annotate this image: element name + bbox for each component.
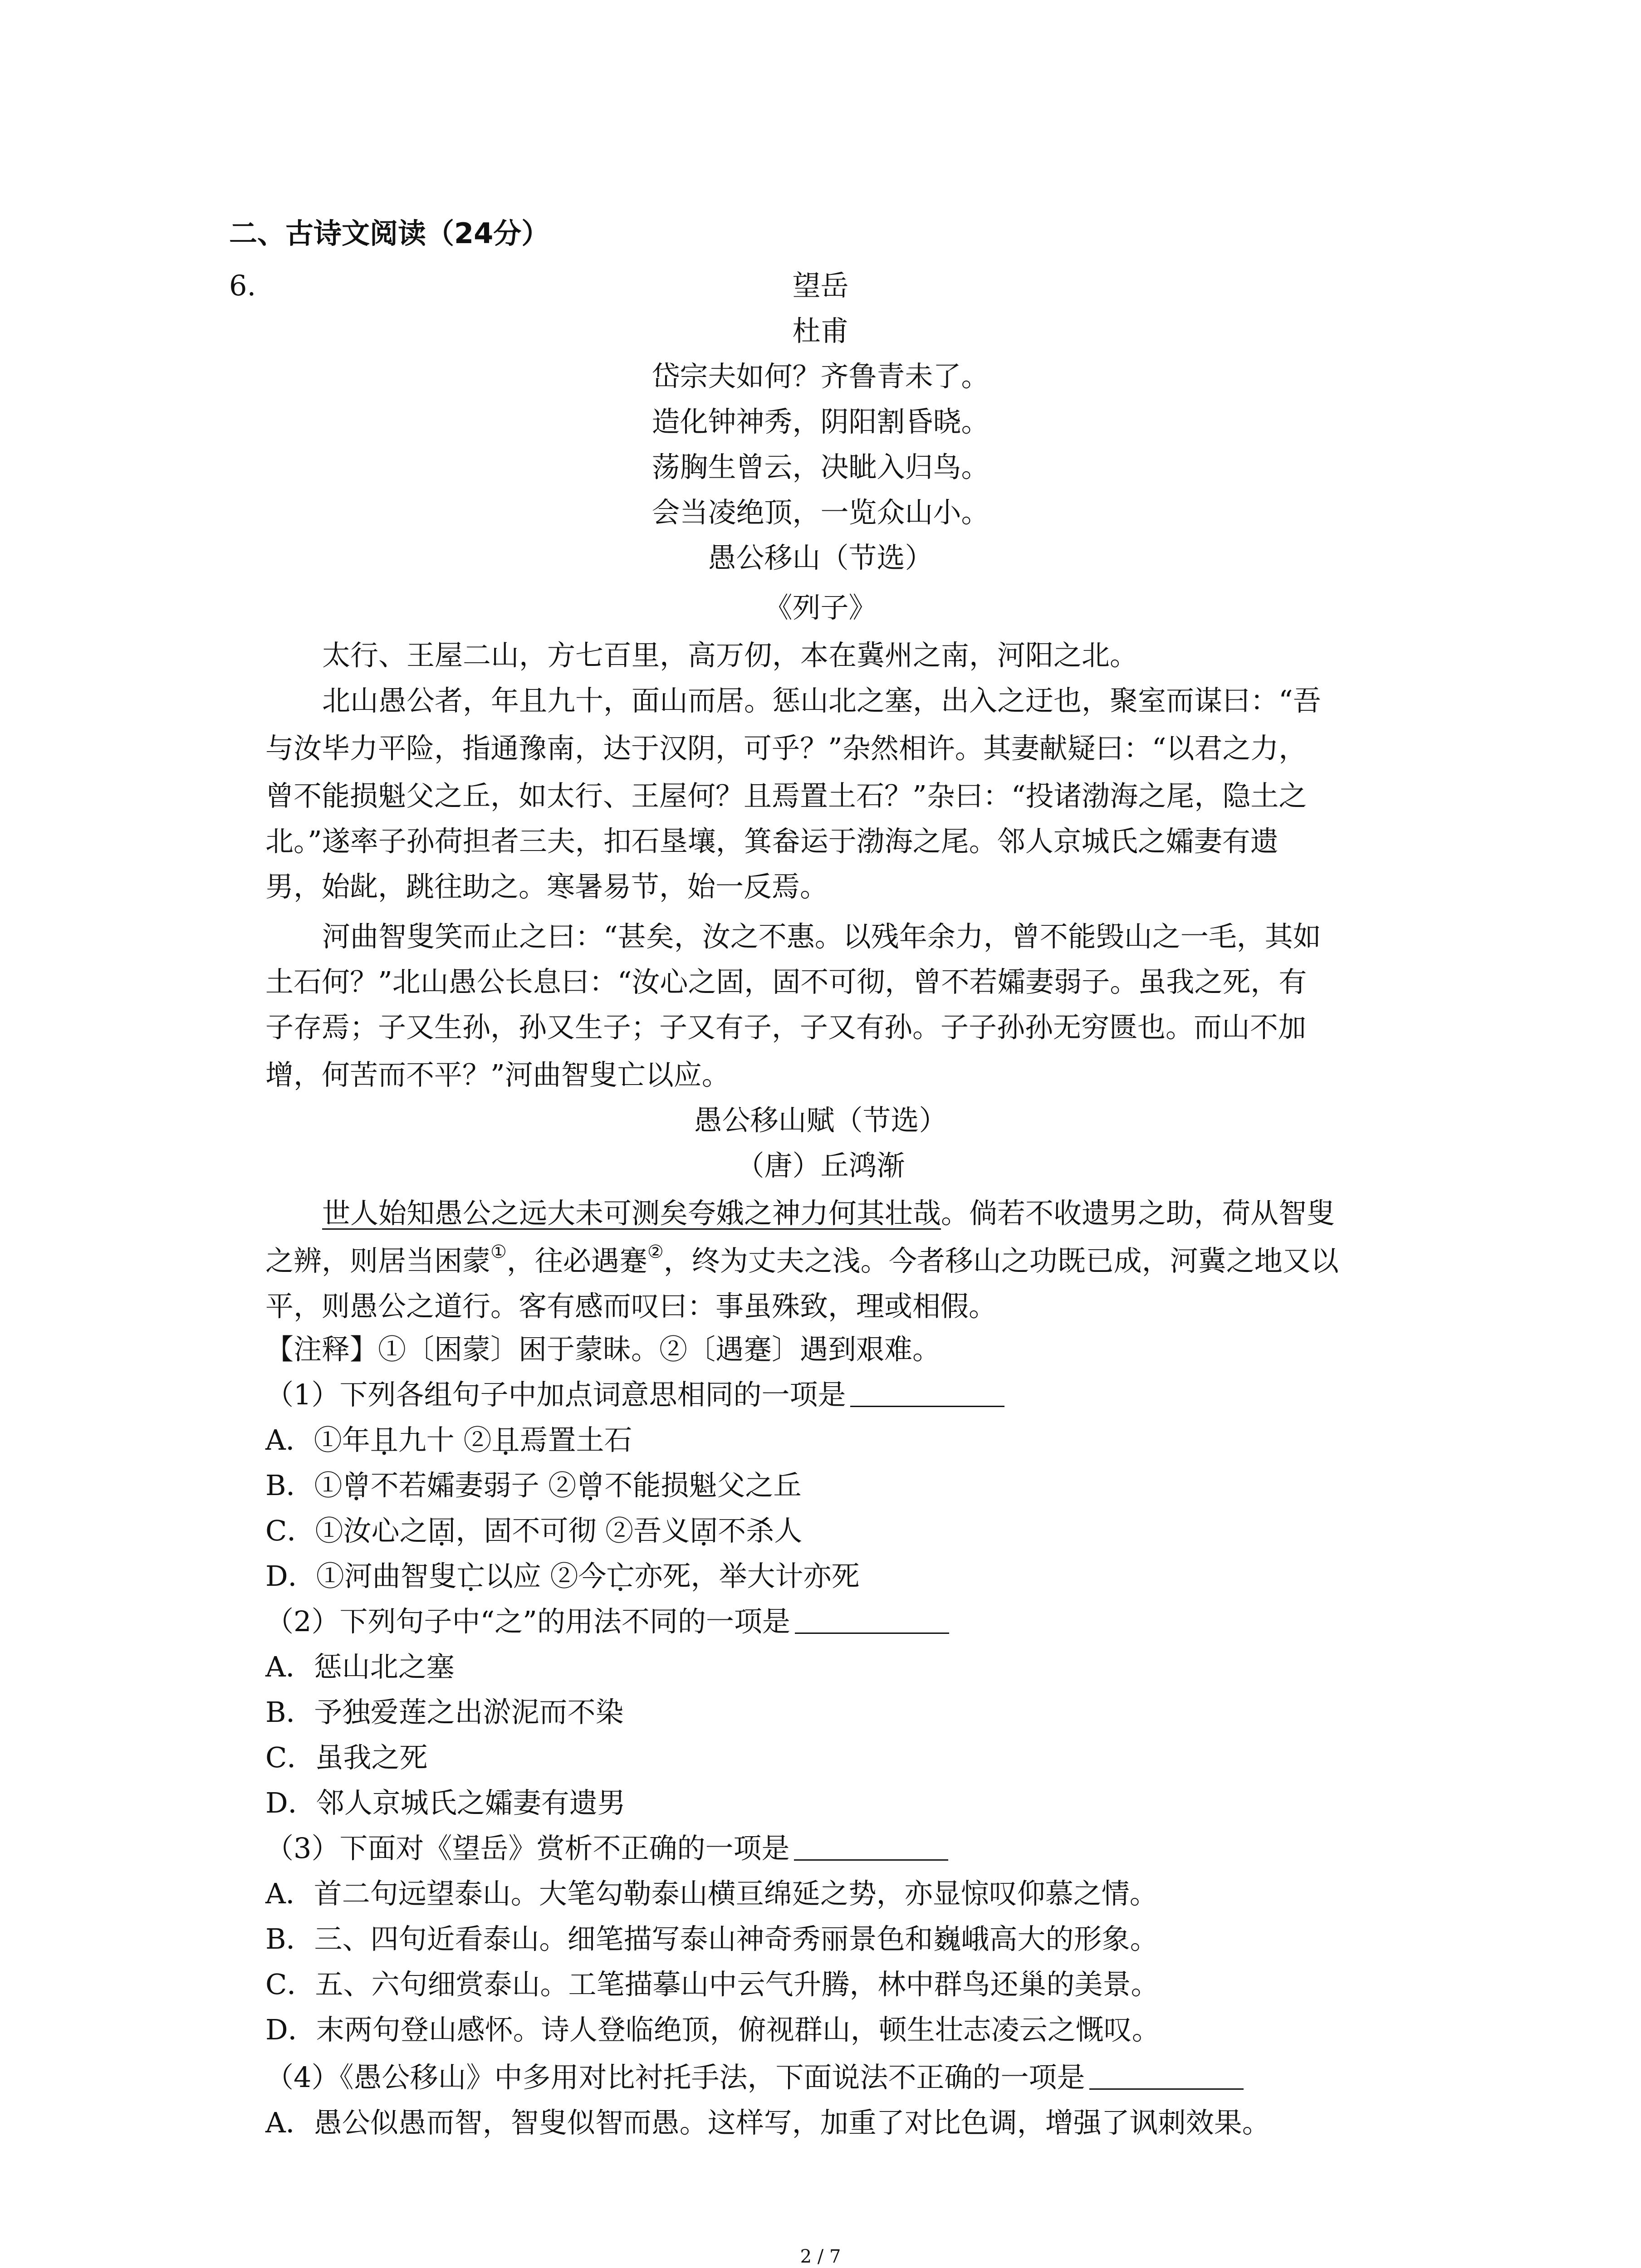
poem-line: 荡胸生曾云，决眦入归鸟。 (652, 450, 989, 484)
question-stem: （3）下面对《望岳》赏析不正确的一项是 (265, 1830, 948, 1867)
footnote-mark: ① (490, 1242, 507, 1262)
question-stem: （1）下列各组句子中加点词意思相同的一项是 (265, 1377, 1004, 1413)
section-title: 二、古诗文阅读（24分） (229, 217, 550, 250)
text3-title: 愚公移山赋（节选） (694, 1104, 947, 1137)
paragraph-line: 土石何？”北山愚公长息曰：“汝心之固，固不可彻，曾不若孀妻弱子。虽我之死，有 (265, 965, 1307, 998)
poem-author: 杜甫 (792, 314, 849, 347)
annotation-note: 【注释】①〔困蒙〕困于蒙昧。②〔遇蹇〕遇到艰难。 (265, 1333, 941, 1366)
answer-blank[interactable] (1089, 2061, 1244, 2090)
paragraph-line: 与汝毕力平险，指通豫南，达于汉阴，可乎？”杂然相许。其妻献疑曰：“以君之力， (265, 732, 1307, 765)
dotted-word: 且 (370, 1423, 398, 1457)
option-a: A．愚公似愚而智，智叟似智而愚。这样写，加重了对比色调，增强了讽刺效果。 (265, 2106, 1270, 2139)
dotted-word: 曾 (576, 1469, 605, 1502)
paragraph-line: 北山愚公者，年且九十，面山而居。惩山北之塞，出入之迂也，聚室而谋曰：“吾 (322, 684, 1321, 717)
dotted-word: 固 (427, 1514, 456, 1547)
paragraph-line: 世人始知愚公之远大未可测矣夸娥之神力何其壮哉。倘若不收遗男之助，荷从智叟 (322, 1197, 1335, 1230)
option-b: B．予独爱莲之出淤泥而不染 (265, 1696, 624, 1729)
dotted-word: 且 (491, 1423, 520, 1457)
text2-title: 愚公移山（节选） (708, 541, 933, 574)
answer-blank[interactable] (850, 1378, 1004, 1407)
paragraph-line: 太行、王屋二山，方七百里，高万仞，本在冀州之南，河阳之北。 (322, 639, 1138, 672)
poem-line: 会当凌绝顶，一览众山小。 (652, 496, 989, 529)
option-c: C．①汝心之固，固不可彻 ②吾义固不杀人 (265, 1514, 803, 1547)
underlined-sentence: 世人始知愚公之远大未可测矣夸娥之神力何其壮哉 (322, 1197, 941, 1230)
dotted-word: 亡 (606, 1559, 635, 1593)
paragraph-line: 平，则愚公之道行。客有感而叹曰：事虽殊致，理或相假。 (265, 1290, 997, 1323)
poem-line: 岱宗夫如何？齐鲁青未了。 (652, 360, 989, 393)
dotted-word: 曾 (342, 1469, 371, 1502)
paragraph-line: 增，何苦而不平？”河曲智叟亡以应。 (265, 1058, 730, 1091)
option-b: B．三、四句近看泰山。细笔描写泰山神奇秀丽景色和巍峨高大的形象。 (265, 1922, 1158, 1955)
poem-title: 望岳 (792, 269, 849, 302)
text2-source: 《列子》 (764, 591, 877, 624)
option-a: A．惩山北之塞 (265, 1650, 455, 1683)
question-stem: （2）下列句子中“之”的用法不同的一项是 (265, 1603, 949, 1640)
option-d: D．①河曲智叟亡以应 ②今亡亦死，举大计亦死 (265, 1559, 860, 1593)
option-b: B．①曾不若孀妻弱子 ②曾不能损魁父之丘 (265, 1469, 802, 1502)
answer-blank[interactable] (794, 1832, 948, 1861)
option-a: A．①年且九十 ②且焉置土石 (265, 1423, 632, 1457)
dotted-word: 亡 (456, 1559, 485, 1593)
answer-blank[interactable] (795, 1605, 949, 1634)
option-c: C．虽我之死 (265, 1741, 428, 1774)
paragraph-line: 河曲智叟笑而止之曰：“甚矣，汝之不惠。以残年余力，曾不能毁山之一毛，其如 (322, 920, 1321, 953)
option-d: D．末两句登山感怀。诗人登临绝顶，俯视群山，顿生壮志凌云之慨叹。 (265, 2013, 1160, 2046)
footnote-mark: ② (647, 1242, 664, 1262)
option-d: D．邻人京城氏之孀妻有遗男 (265, 1786, 626, 1819)
question-number: 6. (229, 269, 256, 302)
paragraph-line: 男，始龀，跳往助之。寒暑易节，始一反焉。 (265, 870, 828, 903)
question-stem: （4）《愚公移山》中多用对比衬托手法，下面说法不正确的一项是 (265, 2059, 1244, 2096)
option-a: A．首二句远望泰山。大笔勾勒泰山横亘绵延之势，亦显惊叹仰慕之情。 (265, 1877, 1158, 1910)
poem-line: 造化钟神秀，阴阳割昏晓。 (652, 405, 989, 438)
dotted-word: 固 (690, 1514, 718, 1547)
page-number: 2 / 7 (800, 2246, 841, 2267)
paragraph-line: 北。”遂率子孙荷担者三夫，扣石垦壤，箕畚运于渤海之尾。邻人京城氏之孀妻有遗 (265, 825, 1279, 858)
paragraph-line: 子存焉；子又生孙，孙又生子；子又有子，子又有孙。子子孙孙无穷匮也。而山不加 (265, 1011, 1307, 1044)
text3-author: （唐）丘鸿渐 (736, 1149, 905, 1182)
paragraph-line: 曾不能损魁父之丘，如太行、王屋何？且焉置土石？”杂曰：“投诸渤海之尾，隐土之 (265, 779, 1307, 812)
paragraph-line: 之辨，则居当困蒙①，往必遇蹇②，终为丈夫之浅。今者移山之功既已成，河冀之地又以 (265, 1242, 1339, 1277)
option-c: C．五、六句细赏泰山。工笔描摹山中云气升腾，林中群鸟还巢的美景。 (265, 1968, 1159, 2001)
